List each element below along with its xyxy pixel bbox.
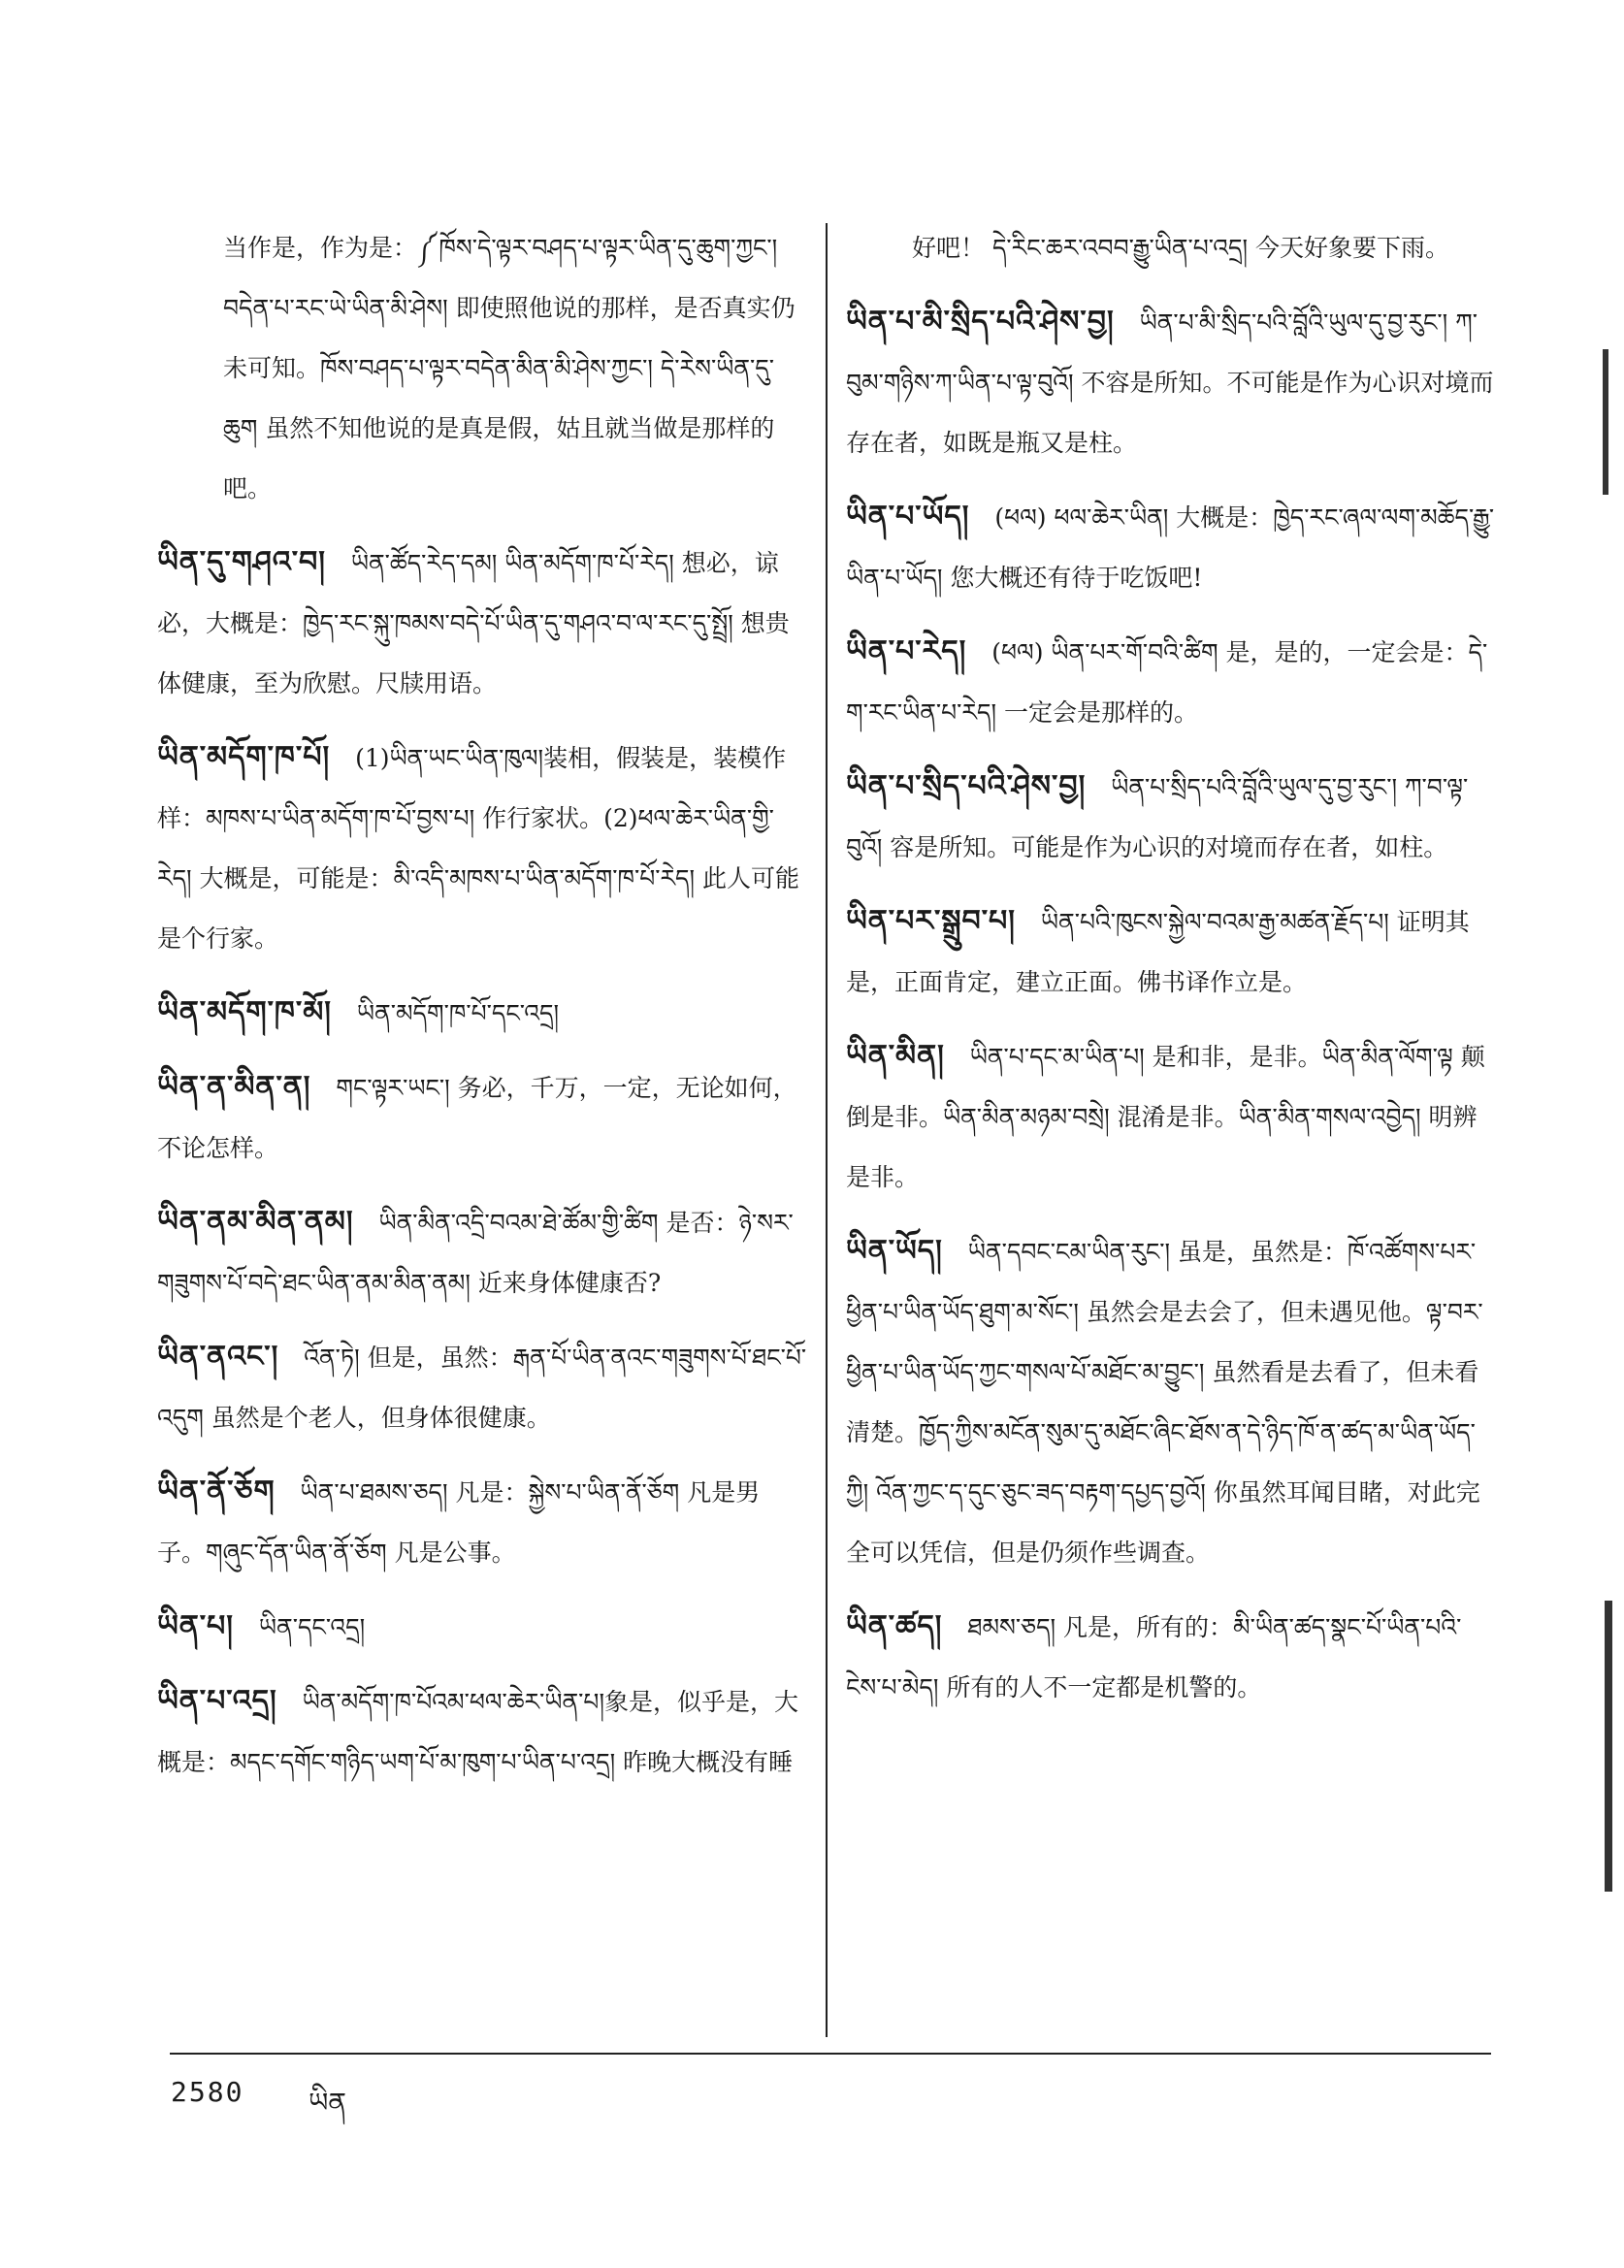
dictionary-entry [157,218,807,519]
column-divider [826,223,828,2037]
dictionary-entry [846,218,1496,278]
entry-headword: ཡིན་ཚད། [846,1609,943,1643]
dictionary-entry [157,1327,807,1448]
entry-definition: (ཕལ) ཡིན་པར་གོ་བའི་ཚིག 是，是的，一定会是：དེ་ག་རང་ཡིན་པ་རེད། 一定会是那样的。 [846,638,1488,727]
dictionary-entry [846,1597,1496,1718]
entry-headword: ཡིན་པ་ཡོད། [846,500,970,534]
dictionary-entry [157,1192,807,1313]
entry-headword: ཡིན་པ། [157,1609,234,1643]
entry-headword: ཡིན་མདོག་ཁ་མོ། [157,995,332,1029]
entry-definition: ཡིན་མིན་འདྲི་བའམ་ཐེ་ཚོམ་གྱི་ཚིག 是否：ཉེ་སར་གཟུགས་པོ་བདེ་ཐང་ཡིན་ནམ་མིན་ནམ། 近来身体健康否? [157,1209,794,1297]
dictionary-entry [157,1462,807,1583]
entry-definition: ཡིན་པ་ཐམས་ཅད། 凡是：སྐྱེས་པ་ཡིན་ནོ་ཅོག 凡是男子。གཞུང་དོན་ཡིན་ནོ་ཅོག 凡是公事。 [157,1478,761,1567]
dictionary-entry [846,292,1496,473]
entry-definition: ཡིན་པ་སྲིད་པའི་བློའི་ཡུལ་དུ་བྱ་རུང་། ཀ་བ་ལྟ་བུའོ། 容是所知。可能是作为心识的对境而存在者，如柱。 [846,773,1469,861]
entry-headword: ཡིན་ནོ་ཅོག [157,1474,276,1508]
running-head: ཡིན [309,2087,346,2119]
left-column [157,218,807,1806]
entry-definition: ཡིན་པ་མི་སྲིད་པའི་བློའི་ཡུལ་དུ་བྱ་རུང་། ཀ་བུམ་གཉིས་ཀ་ཡིན་པ་ལྟ་བུའོ། 不容是所知。不可能是作为心识对境而存在者，如既是瓶又是柱。 [846,308,1494,457]
scan-margin-mark [1603,349,1608,495]
entry-definition: འོན་ཏེ། 但是，虽然：རྒན་པོ་ཡིན་ནའང་གཟུགས་པོ་ཐང་པོ་འདུག 虽然是个老人，但身体很健康。 [157,1344,807,1432]
entry-headword: ཡིན་ཡོད། [846,1234,943,1268]
entry-headword: ཡིན་དུ་གཤའ་བ། [157,545,326,579]
entry-definition: ཡིན་དབང་ངམ་ཡིན་རུང་། 虽是，虽然是：ཁོ་འཚོགས་པར་ཕྱིན་པ་ཡིན་ཡོད་ཐུག་མ་སོང་། 虽然会是去会了，但未遇见他。ལྟ་བར་ཕྱིན་པ་ཡིན་ཡོད་ཀྱང་གསལ་པོ་མཐོང་མ་བྱུང་། 虽然看是去看了，但未看清楚。ཁྱོད་ཀྱིས་མངོན་སུམ་དུ་མཐོང་ཞིང་ཐོས་ན་དེ་ཉིད་ཁོ་ན་ཚད་མ་ཡིན་ཡོད་ཀྱི། འོན་ཀྱང་ད་དུང་ཅུང་ཟད་བརྟག་དཔྱད་བྱའོ། 你虽然耳闻目睹，对此完全可以凭信，但是仍须作些调查。 [846,1238,1483,1567]
entry-definition: ཐམས་ཅད། 凡是，所有的：མི་ཡིན་ཚད་སྣང་པོ་ཡིན་པའི་ངེས་པ་མེད། 所有的人不一定都是机警的。 [846,1613,1462,1701]
entry-definition: ཡིན་ཚོད་རེད་དམ། ཡིན་མདོག་ཁ་པོ་རེད། 想必，谅必，大概是：ཁྱེད་རང་སྐུ་ཁམས་བདེ་པོ་ཡིན་དུ་གཤའ་བ་ལ་རང་དུ་སྤྲོ། 想贵体健康，至为欣慰。尺牍用语。 [157,549,790,697]
entry-definition: (ཕལ) ཕལ་ཆེར་ཡིན། 大概是：ཁྱེད་རང་ཞལ་ལག་མཆོད་རྒྱུ་ཡིན་པ་ཡོད། 您大概还有待于吃饭吧! [846,503,1495,592]
entry-definition: ཡིན་དང་འདྲ། [258,1613,366,1641]
right-column [846,218,1496,1732]
entry-headword: ཡིན་མིན། [846,1039,945,1073]
entry-headword: ཡིན་ནམ་མིན་ནམ། [157,1205,354,1239]
dictionary-entry [846,1026,1496,1208]
dictionary-entry [157,1057,807,1179]
entry-headword: ཡིན་པར་སྒྲུབ་པ། [846,904,1016,938]
dictionary-entry [846,487,1496,608]
entry-definition: ཡིན་མདོག་ཁ་པོའམ་ཕལ་ཆེར་ཡིན་པ།象是，似乎是，大概是：མདང་དགོང་གཉིད་ཡག་པོ་མ་ཁུག་པ་ཡིན་པ་འདྲ། 昨晚大概没有睡 [157,1688,799,1776]
dictionary-entry [157,728,807,969]
entry-headword: ཡིན་པ་མི་སྲིད་པའི་ཤེས་བྱ། [846,305,1115,339]
scan-margin-mark [1605,1601,1612,1892]
dictionary-entry [157,1671,807,1793]
entry-headword: ཡིན་ན་མིན་ན། [157,1070,311,1104]
entry-definition: 好吧！ དེ་རིང་ཆར་འབབ་རྒྱུ་ཡིན་པ་འདྲ། 今天好象要下雨。 [912,234,1449,262]
dictionary-entry [846,891,1496,1013]
entry-definition: ཡིན་པ་དང་མ་ཡིན་པ། 是和非，是非。ཡིན་མིན་ལོག་ལྟ 颠倒是非。ཡིན་མིན་མཉམ་བསྲེ། 混淆是非。ཡིན་མིན་གསལ་འབྱེད། 明辨是非。 [846,1043,1485,1191]
dictionary-entry [157,983,807,1044]
dictionary-entry [846,757,1496,878]
entry-headword: ཡིན་ནའང་། [157,1340,279,1374]
entry-headword: ཡིན་མདོག་ཁ་པོ། [157,740,331,774]
footer-rule [170,2053,1491,2055]
dictionary-entry [846,1221,1496,1583]
page-number: 2580 [171,2076,244,2108]
entry-definition: ཡིན་མདོག་ཁ་པོ་དང་འདྲ། [356,999,560,1027]
entry-headword: ཡིན་པ་རེད། [846,634,967,668]
entry-definition: ཡིན་པའི་ཁུངས་སྐྱེལ་བའམ་རྒྱ་མཚན་རྗོད་པ། 证明其是，正面肯定，建立正面。佛书译作立是。 [846,908,1470,996]
dictionary-entry [846,622,1496,743]
entry-definition: (1)ཡིན་ཡང་ཡིན་ཁུལ།装相，假装是，装模作样：མཁས་པ་ཡིན་མདོག་ཁ་པོ་བྱས་པ། 作行家状。(2)ཕལ་ཆེར་ཡིན་གྱི་རེད། 大概是，可能是：མི་འདི་མཁས་པ་ཡིན་མདོག་ཁ་པོ་རེད། 此人可能是个行家。 [157,744,800,953]
entry-headword: ཡིན་པ་སྲིད་པའི་ཤེས་བྱ། [846,769,1087,803]
dictionary-entry [157,1597,807,1658]
entry-definition: 当作是，作为是：༼ཁོས་དེ་ལྟར་བཤད་པ་ལྟར་ཡིན་དུ་ཆུག་ཀྱང་། བདེན་པ་རང་ཡེ་ཡིན་མི་ཤེས། 即使照他说的那样，是否真实仍未可知。ཁོས་བཤད་པ་ལྟར་བདེན་མིན་མི་ཤེས་ཀྱང་། དེ་རེས་ཡིན་དུ་ཆུག 虽然不知他说的是真是假，姑且就当做是那样的吧。 [223,234,796,502]
entry-definition: གང་ལྟར་ཡང་། 务必，千万，一定，无论如何，不论怎样。 [157,1074,797,1162]
entry-headword: ཡིན་པ་འདྲ། [157,1684,277,1718]
dictionary-entry [157,533,807,714]
